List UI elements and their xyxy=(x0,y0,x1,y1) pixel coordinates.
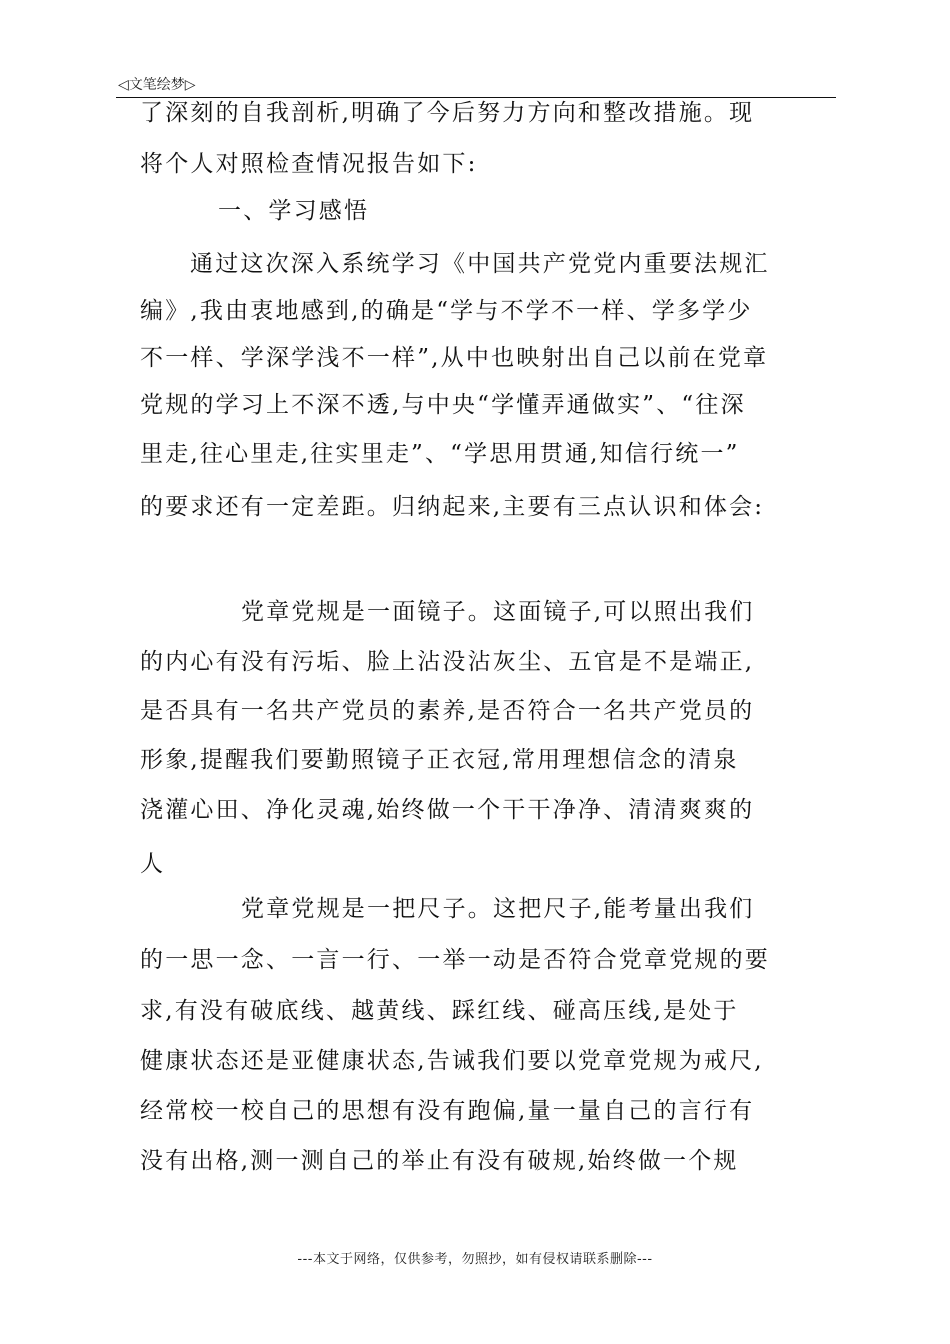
body-line: 的一思一念、一言一行、一举一动是否符合党章党规的要 xyxy=(140,947,770,973)
body-line: 形象,提醒我们要勤照镜子正衣冠,常用理想信念的清泉 xyxy=(140,747,739,773)
section-heading: 一、学习感悟 xyxy=(218,198,370,224)
body-line: 浇灌心田、净化灵魂,始终做一个干干净净、清清爽爽的 xyxy=(140,797,755,823)
body-line: 通过这次深入系统学习《中国共产党党内重要法规汇 xyxy=(190,251,770,277)
body-line: 编》,我由衷地感到,的确是“学与不学不一样、学多学少 xyxy=(140,298,753,324)
body-line: 党章党规是一面镜子。这面镜子,可以照出我们 xyxy=(241,599,755,625)
body-line: 的要求还有一定差距。归纳起来,主要有三点认识和体会: xyxy=(140,494,765,520)
header-brand: ◁文笔绘梦▷ xyxy=(118,77,196,93)
body-line: 求,有没有破底线、越黄线、踩红线、碰高压线,是处于 xyxy=(140,998,739,1024)
footer-disclaimer: ---本文于网络，仅供参考，勿照抄，如有侵权请联系删除--- xyxy=(297,1252,653,1267)
body-line: 党规的学习上不深不透,与中央“学懂弄通做实”、“往深 xyxy=(140,392,746,418)
body-line: 的内心有没有污垢、脸上沾没沾灰尘、五官是不是端正, xyxy=(140,649,755,675)
body-line: 将个人对照检查情况报告如下: xyxy=(140,151,478,177)
body-line: 人 xyxy=(140,851,166,877)
body-line: 没有出格,测一测自己的举止有没有破规,始终做一个规 xyxy=(140,1148,739,1174)
body-line: 是否具有一名共产党员的素养,是否符合一名共产党员的 xyxy=(140,698,755,724)
body-line: 党章党规是一把尺子。这把尺子,能考量出我们 xyxy=(241,896,755,922)
body-line: 健康状态还是亚健康状态,告诫我们要以党章党规为戒尺, xyxy=(140,1048,764,1074)
body-line: 经常校一校自己的思想有没有跑偏,量一量自己的言行有 xyxy=(140,1098,755,1124)
body-line: 里走,往心里走,往实里走”、“学思用贯通,知信行统一” xyxy=(140,441,740,467)
body-line: 不一样、学深学浅不一样”,从中也映射出自己以前在党章 xyxy=(140,345,769,371)
body-line: 了深刻的自我剖析,明确了今后努力方向和整改措施。现 xyxy=(140,100,755,126)
